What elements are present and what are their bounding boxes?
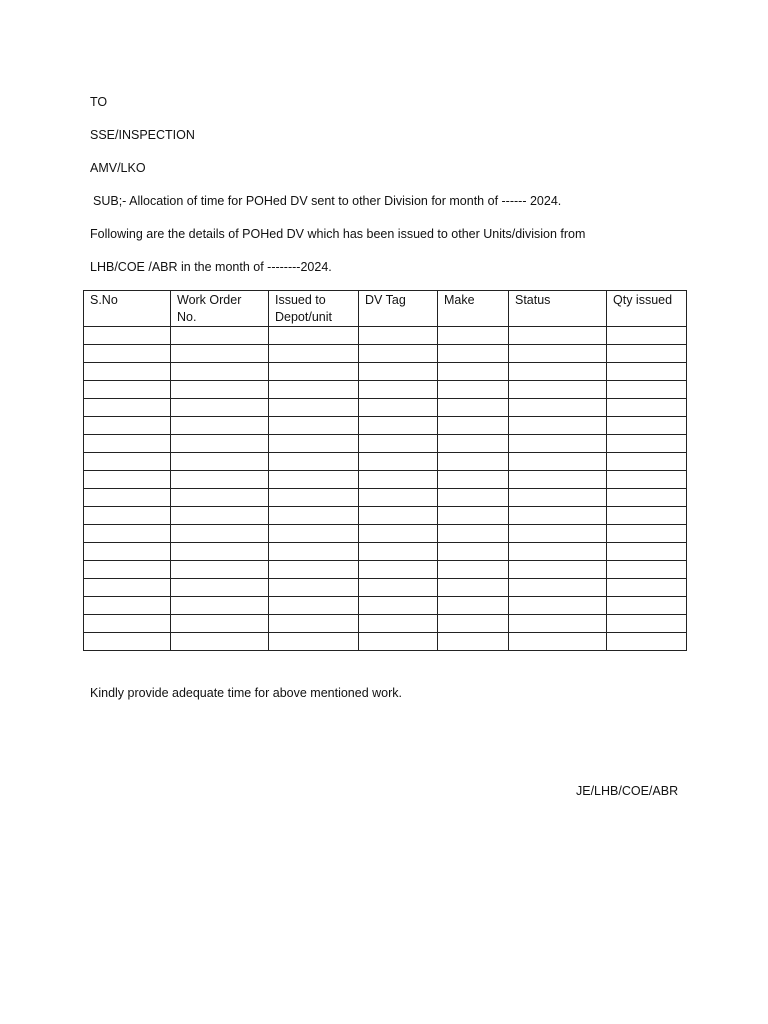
table-cell	[84, 363, 171, 381]
table-cell	[269, 633, 359, 651]
table-row	[84, 561, 687, 579]
table-cell	[359, 525, 438, 543]
closing-line: Kindly provide adequate time for above mentioned work.	[90, 686, 402, 700]
table-cell	[269, 345, 359, 363]
table-cell	[509, 345, 607, 363]
table-cell	[438, 327, 509, 345]
table-cell	[509, 597, 607, 615]
table-body	[84, 327, 687, 651]
table-cell	[84, 579, 171, 597]
header-issued-to: Issued to Depot/unit	[269, 291, 359, 327]
table-row	[84, 633, 687, 651]
table-cell	[171, 417, 269, 435]
table-cell	[269, 543, 359, 561]
table-cell	[269, 525, 359, 543]
table-cell	[438, 381, 509, 399]
table-cell	[171, 525, 269, 543]
table-row	[84, 579, 687, 597]
table-cell	[171, 597, 269, 615]
table-row	[84, 417, 687, 435]
table-cell	[607, 399, 687, 417]
header-make: Make	[438, 291, 509, 327]
table-cell	[171, 435, 269, 453]
table-cell	[84, 417, 171, 435]
table-cell	[438, 597, 509, 615]
header-work-order: Work Order No.	[171, 291, 269, 327]
table-cell	[438, 543, 509, 561]
table-cell	[359, 579, 438, 597]
table-cell	[607, 453, 687, 471]
header-qty-issued: Qty issued	[607, 291, 687, 327]
table-cell	[84, 471, 171, 489]
table-cell	[359, 507, 438, 525]
table-cell	[509, 615, 607, 633]
table-cell	[509, 561, 607, 579]
table-cell	[607, 579, 687, 597]
table-cell	[359, 489, 438, 507]
table-cell	[438, 507, 509, 525]
table-cell	[438, 435, 509, 453]
table-cell	[607, 417, 687, 435]
table-cell	[438, 417, 509, 435]
table-cell	[359, 399, 438, 417]
table-cell	[171, 327, 269, 345]
table-cell	[359, 381, 438, 399]
table-cell	[269, 489, 359, 507]
table-row	[84, 489, 687, 507]
table-cell	[84, 561, 171, 579]
table-cell	[359, 453, 438, 471]
table-cell	[269, 597, 359, 615]
table-cell	[509, 435, 607, 453]
table-cell	[509, 525, 607, 543]
table-cell	[607, 615, 687, 633]
table-cell	[359, 633, 438, 651]
table-cell	[607, 597, 687, 615]
table-cell	[509, 579, 607, 597]
table-cell	[509, 507, 607, 525]
table-cell	[509, 543, 607, 561]
table-header-row	[84, 291, 687, 327]
table-row	[84, 363, 687, 381]
table-cell	[359, 597, 438, 615]
table-cell	[171, 633, 269, 651]
table-cell	[84, 435, 171, 453]
table-row	[84, 507, 687, 525]
table-cell	[84, 597, 171, 615]
table-cell	[171, 471, 269, 489]
table-cell	[607, 327, 687, 345]
table-cell	[171, 381, 269, 399]
table-cell	[171, 363, 269, 381]
intro-line-1: Following are the details of POHed DV which has been issued to other Units/division from	[90, 227, 586, 241]
table-row	[84, 435, 687, 453]
table-cell	[269, 381, 359, 399]
table-row	[84, 543, 687, 561]
table-cell	[84, 489, 171, 507]
table-cell	[171, 399, 269, 417]
table-cell	[438, 525, 509, 543]
table-row	[84, 615, 687, 633]
table-cell	[269, 417, 359, 435]
table-cell	[84, 507, 171, 525]
table-cell	[359, 327, 438, 345]
table-cell	[509, 327, 607, 345]
table-cell	[438, 561, 509, 579]
table-cell	[359, 615, 438, 633]
addressee-location: AMV/LKO	[90, 161, 146, 175]
table-cell	[84, 345, 171, 363]
table-cell	[84, 543, 171, 561]
table-cell	[607, 507, 687, 525]
table-cell	[269, 561, 359, 579]
table-cell	[607, 525, 687, 543]
table-cell	[509, 417, 607, 435]
table-row	[84, 453, 687, 471]
table-cell	[269, 435, 359, 453]
table-cell	[438, 363, 509, 381]
table-cell	[359, 345, 438, 363]
table-cell	[84, 615, 171, 633]
table-cell	[359, 561, 438, 579]
table-cell	[269, 579, 359, 597]
table-cell	[84, 399, 171, 417]
table-cell	[438, 471, 509, 489]
table-cell	[171, 453, 269, 471]
table-row	[84, 525, 687, 543]
table-cell	[607, 363, 687, 381]
table-cell	[171, 615, 269, 633]
table-cell	[438, 633, 509, 651]
header-sno: S.No	[84, 291, 171, 327]
table-cell	[171, 507, 269, 525]
table-cell	[607, 435, 687, 453]
table-cell	[607, 561, 687, 579]
table-cell	[269, 363, 359, 381]
table-cell	[171, 579, 269, 597]
table-cell	[359, 417, 438, 435]
table-cell	[509, 489, 607, 507]
table-cell	[84, 525, 171, 543]
table-cell	[509, 363, 607, 381]
table-cell	[84, 381, 171, 399]
header-dv-tag: DV Tag	[359, 291, 438, 327]
table-cell	[359, 543, 438, 561]
table-cell	[84, 633, 171, 651]
table-cell	[509, 633, 607, 651]
table-row	[84, 471, 687, 489]
table-cell	[607, 381, 687, 399]
table-cell	[171, 345, 269, 363]
table-cell	[359, 363, 438, 381]
table-cell	[171, 543, 269, 561]
table-cell	[438, 453, 509, 471]
table-cell	[269, 507, 359, 525]
table-row	[84, 597, 687, 615]
table-cell	[171, 561, 269, 579]
table-cell	[438, 489, 509, 507]
table-cell	[84, 327, 171, 345]
subject-line: SUB;- Allocation of time for POHed DV sent to other Division for month of ------ 2024.	[93, 194, 562, 208]
table-cell	[269, 615, 359, 633]
dv-details-table	[83, 290, 687, 651]
header-status: Status	[509, 291, 607, 327]
addressee-recipient: SSE/INSPECTION	[90, 128, 195, 142]
table-cell	[509, 399, 607, 417]
table-row	[84, 381, 687, 399]
table-cell	[509, 381, 607, 399]
intro-line-2: LHB/COE /ABR in the month of --------2024.	[90, 260, 332, 274]
table-cell	[171, 489, 269, 507]
table-row	[84, 345, 687, 363]
signature: JE/LHB/COE/ABR	[576, 784, 679, 798]
table-cell	[269, 471, 359, 489]
table-row	[84, 399, 687, 417]
table-cell	[607, 543, 687, 561]
table-cell	[509, 471, 607, 489]
table-cell	[269, 453, 359, 471]
table-cell	[84, 453, 171, 471]
table-cell	[438, 579, 509, 597]
table-cell	[359, 471, 438, 489]
table-cell	[438, 399, 509, 417]
addressee-to: TO	[90, 95, 108, 109]
table-cell	[607, 345, 687, 363]
table-cell	[607, 489, 687, 507]
table-row	[84, 327, 687, 345]
table-cell	[269, 399, 359, 417]
table-cell	[438, 345, 509, 363]
table-cell	[438, 615, 509, 633]
table-cell	[359, 435, 438, 453]
table-cell	[269, 327, 359, 345]
table-cell	[607, 633, 687, 651]
table-cell	[509, 453, 607, 471]
table-cell	[607, 471, 687, 489]
